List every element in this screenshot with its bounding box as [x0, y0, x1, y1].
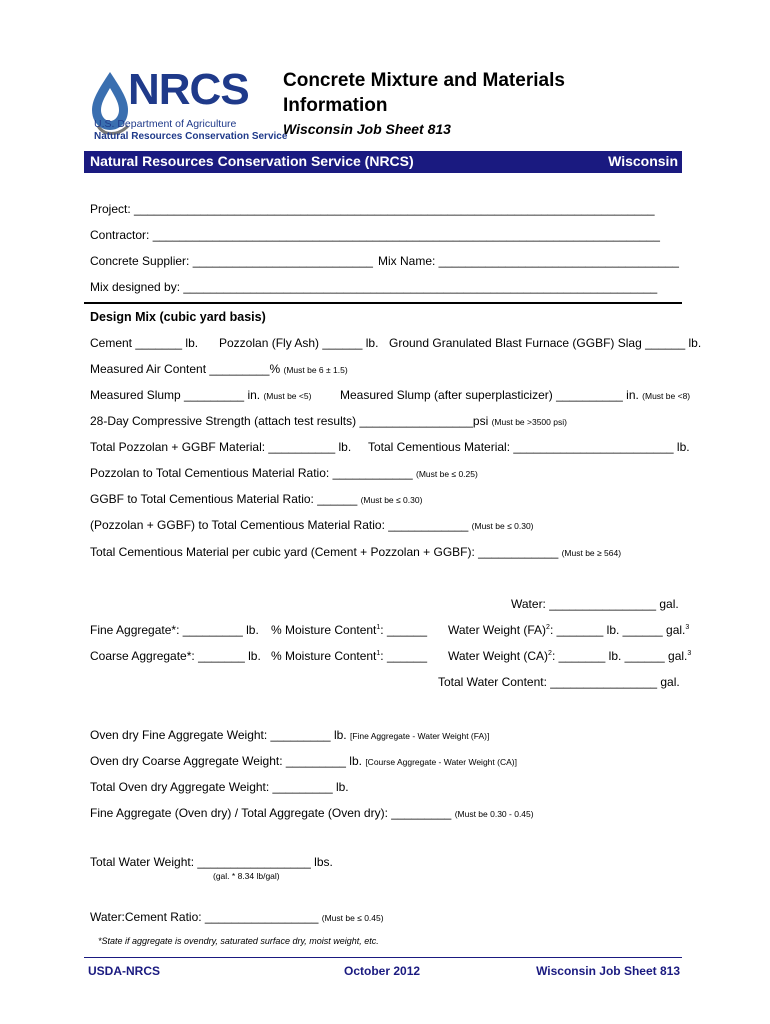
footer-job-sheet: Wisconsin Job Sheet 813: [536, 964, 680, 978]
page-title-line1: Concrete Mixture and Materials: [283, 70, 565, 91]
banner-state: Wisconsin: [608, 153, 678, 169]
oven-total-field[interactable]: Total Oven dry Aggregate Weight: _________ lb.: [90, 780, 349, 794]
concrete-supplier-field[interactable]: Concrete Supplier: ___________________________: [90, 254, 373, 268]
slump-super-field[interactable]: Measured Slump (after superplasticizer) __________ in. (Must be <8): [340, 388, 691, 402]
slump-super-note: (Must be <8): [642, 391, 691, 401]
water-cement-ratio-field[interactable]: Water:Cement Ratio: _________________ (Must be ≤ 0.45): [90, 910, 384, 924]
ggbf-slag-field[interactable]: Ground Granulated Blast Furnace (GGBF) Slag ______ lb.: [389, 336, 702, 350]
aggregate-ratio-field[interactable]: Fine Aggregate (Oven dry) / Total Aggregate (Oven dry): _________ (Must be 0.30 - 0.45): [90, 806, 534, 820]
pozzolan-ratio-note: (Must be ≤ 0.25): [416, 469, 478, 479]
contractor-field[interactable]: Contractor: ____________________________________________________________________________: [90, 228, 660, 242]
fine-moisture-field[interactable]: % Moisture Content$^1$: ______: [271, 623, 428, 637]
logo-service: Natural Resources Conservation Service: [94, 131, 288, 142]
pozzolan-ggbf-ratio-note: (Must be ≤ 0.30): [471, 521, 534, 531]
logo-dept: U.S. Department of Agriculture: [94, 118, 237, 130]
coarse-aggregate-field[interactable]: Coarse Aggregate*: _______ lb.: [90, 649, 261, 663]
strength-note: (Must be >3500 psi): [491, 417, 567, 427]
section-divider: [84, 302, 682, 304]
page-subtitle: Wisconsin Job Sheet 813: [283, 121, 451, 137]
fine-aggregate-field[interactable]: Fine Aggregate*: _________ lb.: [90, 623, 259, 637]
aggregate-footnote: *State if aggregate is ovendry, saturated surface dry, moist weight, etc.: [98, 936, 379, 946]
slump-field[interactable]: Measured Slump _________ in. (Must be <5): [90, 388, 312, 402]
coarse-moisture-field[interactable]: % Moisture Content$^1$: ______: [271, 649, 428, 663]
footer-date: October 2012: [344, 964, 421, 978]
total-cementious-field[interactable]: Total Cementious Material: ________________________ lb.: [368, 440, 690, 454]
ggbf-ratio-field[interactable]: GGBF to Total Cementious Material Ratio: ______ (Must be ≤ 0.30): [90, 492, 423, 506]
compressive-strength-field[interactable]: 28-Day Compressive Strength (attach test results) _________________psi (Must be >3500 psi): [90, 414, 567, 428]
pozzolan-ggbf-ratio-field[interactable]: (Pozzolan + GGBF) to Total Cementious Material Ratio: ____________ (Must be ≤ 0.30): [90, 518, 534, 532]
oven-coarse-note: [Course Aggregate - Water Weight (CA)]: [365, 757, 517, 767]
project-field[interactable]: Project: ______________________________________________________________________________: [90, 202, 655, 216]
coarse-water-weight-field[interactable]: Water Weight (CA)$^2$: _______ lb. ______ gal.$^3$: [448, 649, 692, 663]
fine-water-weight-field[interactable]: Water Weight (FA)$^2$: _______ lb. ______ gal.$^3$: [448, 623, 690, 637]
aggregate-ratio-note: (Must be 0.30 - 0.45): [454, 809, 534, 819]
oven-fine-note: [Fine Aggregate - Water Weight (FA)]: [349, 731, 490, 741]
design-mix-heading: Design Mix (cubic yard basis): [90, 310, 266, 324]
oven-coarse-field[interactable]: Oven dry Coarse Aggregate Weight: _________ lb. [Course Aggregate - Water Weight (CA)]: [90, 754, 517, 768]
mix-name-field[interactable]: Mix Name: ____________________________________: [378, 254, 679, 268]
cementious-per-yard-note: (Must be ≥ 564): [561, 548, 622, 558]
water-weight-note: (gal. * 8.34 lb/gal): [213, 871, 280, 881]
ggbf-ratio-note: (Must be ≤ 0.30): [360, 495, 423, 505]
nrcs-logo: [88, 65, 288, 146]
banner-agency: Natural Resources Conservation Service (NRCS): [90, 153, 414, 169]
slump-note: (Must be <5): [263, 391, 312, 401]
air-content-field[interactable]: Measured Air Content _________% (Must be 6 ± 1.5): [90, 362, 348, 376]
water-field[interactable]: Water: ________________ gal.: [511, 597, 679, 611]
footer-agency: USDA-NRCS: [88, 964, 160, 978]
mix-designed-by-field[interactable]: Mix designed by: _______________________________________________________________________: [90, 280, 658, 294]
total-water-content-field[interactable]: Total Water Content: ________________ gal.: [438, 675, 680, 689]
air-content-note: (Must be 6 ± 1.5): [283, 365, 348, 375]
page-title-line2: Information: [283, 95, 388, 116]
agency-banner: [84, 151, 682, 173]
pozzolan-field[interactable]: Pozzolan (Fly Ash) ______ lb.: [219, 336, 379, 350]
cement-field[interactable]: Cement _______ lb.: [90, 336, 199, 350]
cementious-per-yard-field[interactable]: Total Cementious Material per cubic yard (Cement + Pozzolan + GGBF): ____________ (Must be ≥ 564): [90, 545, 622, 559]
total-water-weight-field[interactable]: Total Water Weight: _________________ lbs.: [90, 855, 333, 869]
logo-acronym: NRCS: [128, 65, 249, 114]
water-cement-ratio-note: (Must be ≤ 0.45): [321, 913, 384, 923]
pozzolan-ratio-field[interactable]: Pozzolan to Total Cementious Material Ratio: ____________ (Must be ≤ 0.25): [90, 466, 478, 480]
total-pozzolan-ggbf-field[interactable]: Total Pozzolan + GGBF Material: __________ lb.: [90, 440, 352, 454]
footer-divider: [84, 957, 682, 958]
oven-fine-field[interactable]: Oven dry Fine Aggregate Weight: _________ lb. [Fine Aggregate - Water Weight (FA)]: [90, 728, 490, 742]
